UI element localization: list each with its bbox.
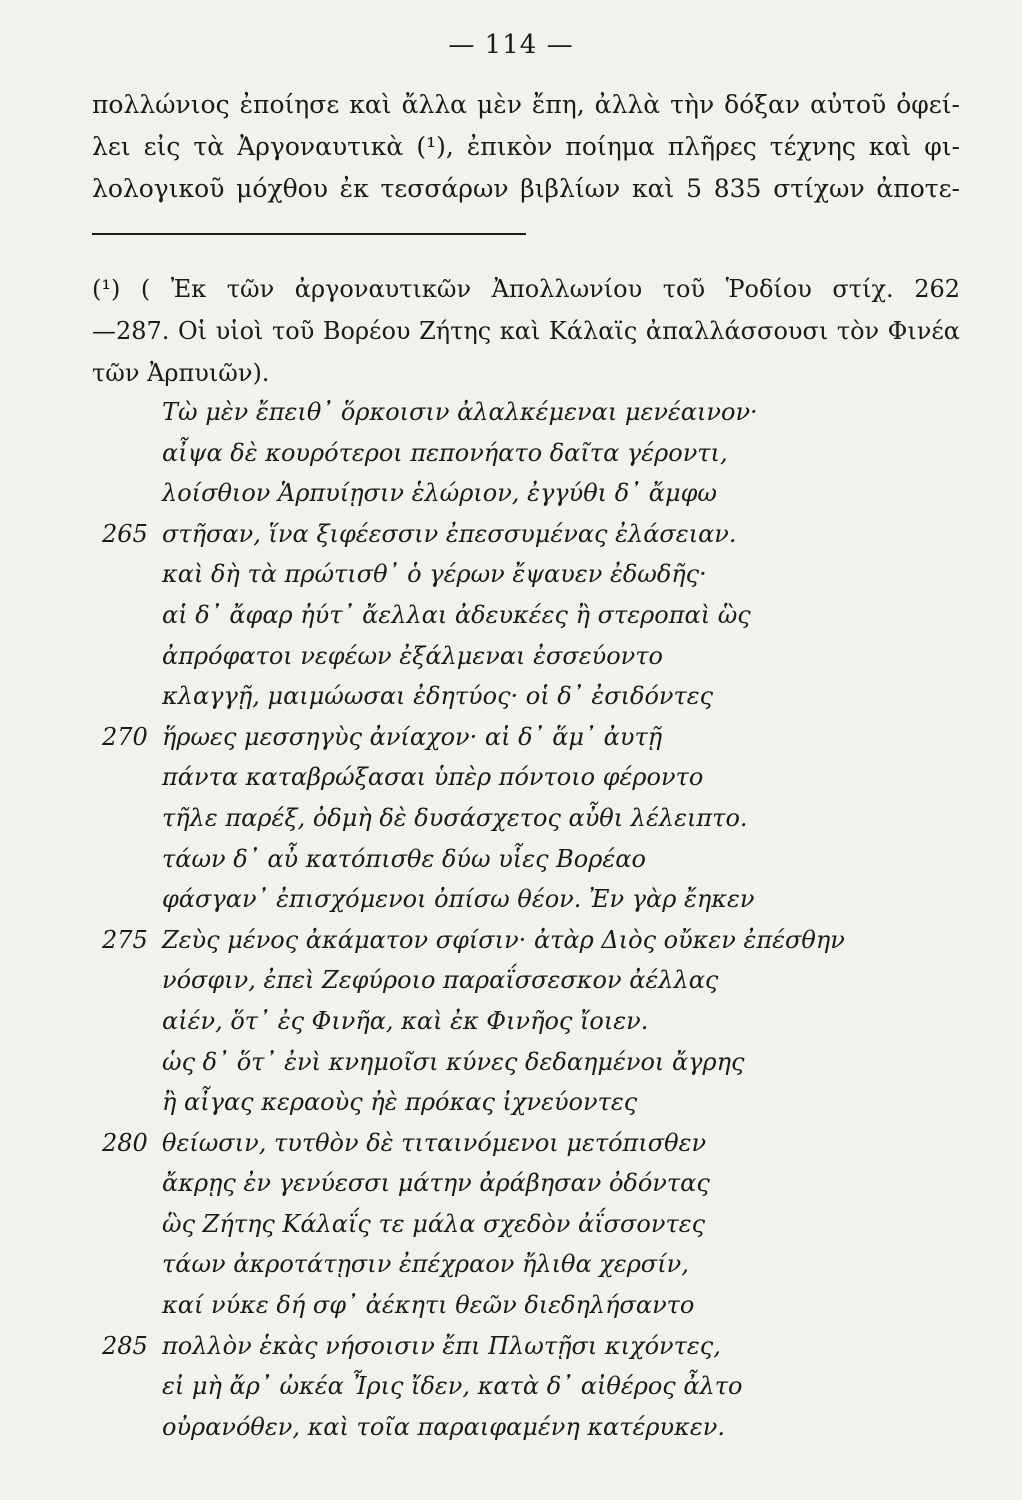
verse-line [92, 717, 992, 758]
verse-text: ἄκρῃς ἐν γενύεσσι μάτην ἀράβησαν ὀδόντας [162, 1169, 710, 1198]
verse-line [92, 554, 992, 595]
verse-line [92, 636, 992, 677]
verse-line [92, 960, 992, 1001]
verse-text: αἶψα δὲ κουρότεροι πεπονήατο δαῖτα γέροντι, [162, 438, 728, 467]
verse-number: 275 [102, 925, 148, 954]
verse-text: τῆλε παρέξ, ὀδμὴ δὲ δυσάσχετος αὖθι λέλειπτο. [162, 803, 748, 832]
verse-number: 265 [102, 519, 148, 548]
verse-text: τάων ἀκροτάτῃσιν ἐπέχραον ἤλιθα χερσίν, [162, 1250, 689, 1279]
verse-line [92, 1123, 992, 1164]
verse-line [92, 798, 992, 839]
verse-text: ὡς δ᾽ ὅτ᾽ ἐνὶ κνημοῖσι κύνες δεδαημένοι ἄγρης [162, 1047, 745, 1076]
verse-number: 285 [102, 1331, 148, 1360]
footnote-line: τῶν Ἀρπυιῶν). [92, 359, 270, 387]
verse-text: Ζεὺς μένος ἀκάματον σφίσιν· ἀτὰρ Διὸς οὔκεν ἐπέσθην [162, 925, 845, 954]
verse-line [92, 1326, 992, 1367]
verse-line [92, 757, 992, 798]
footnote-line: (¹) ( Ἐκ τῶν ἀργοναυτικῶν Ἀπολλωνίου τοῦ Ῥοδίου στίχ. 262 [92, 275, 960, 303]
verse-text: κλαγγῇ, μαιμώωσαι ἐδητύος· οἱ δ᾽ ἐσιδόντες [162, 682, 714, 711]
verse-text: νόσφιν, ἐπεὶ Ζεφύροιο παραΐσσεσκον ἀέλλας [162, 966, 719, 995]
verse-line [92, 1285, 992, 1326]
verse-line [92, 1042, 992, 1083]
verse-text: αἱ δ᾽ ἄφαρ ἠύτ᾽ ἄελλαι ἀδευκέες ἢ στεροπαὶ ὣς [162, 600, 751, 629]
verse-text: φάσγαν᾽ ἐπισχόμενοι ὀπίσω θέον. Ἐν γὰρ ἔηκεν [162, 885, 755, 914]
verse-line [92, 1204, 992, 1245]
verse-text: οὐρανόθεν, καὶ τοῖα παραιφαμένη κατέρυκεν. [162, 1412, 725, 1441]
verse-line [92, 879, 992, 920]
verse-line [92, 676, 992, 717]
footnote-divider [92, 233, 526, 235]
verse-text: λοίσθιον Ἁρπυίῃσιν ἑλώριον, ἐγγύθι δ᾽ ἄμφω [162, 479, 717, 508]
verse-text: τάων δ᾽ αὖ κατόπισθε δύω υἷες Βορέαο [162, 844, 646, 873]
verse-line [92, 839, 992, 880]
verse-line [92, 473, 992, 514]
body-paragraph [92, 84, 960, 210]
verse-text: ἀπρόφατοι νεφέων ἐξάλμεναι ἐσσεύοντο [162, 641, 663, 670]
verse-line [92, 1082, 992, 1123]
verse-line [92, 1366, 992, 1407]
verse-text: πάντα καταβρώξασαι ὑπὲρ πόντοιο φέροντο [162, 763, 704, 792]
verse-number: 270 [102, 722, 148, 751]
page-number: — 114 — [448, 30, 574, 60]
verse-text: εἰ μὴ ἄρ᾽ ὠκέα Ἶρις ἴδεν, κατὰ δ᾽ αἰθέρος ἆλτο [162, 1372, 743, 1401]
body-line: πολλώνιος ἐποίησε καὶ ἄλλα μὲν ἔπη, ἀλλὰ τὴν δόξαν αὐτοῦ ὀφεί- [92, 90, 960, 119]
body-line: λει εἰς τὰ Ἀργοναυτικὰ (¹), ἐπικὸν ποίημα πλῆρες τέχνης καὶ φι- [92, 132, 960, 161]
verse-line [92, 1244, 992, 1285]
body-line: λολογικοῦ μόχθου ἐκ τεσσάρων βιβλίων καὶ 5 835 στίχων ἀποτε- [92, 174, 960, 203]
verse-text: πολλὸν ἑκὰς νήσοισιν ἔπι Πλωτῇσι κιχόντες, [162, 1331, 721, 1360]
verse-text: ὣς Ζήτης Κάλαΐς τε μάλα σχεδὸν ἀΐσσοντες [162, 1209, 706, 1238]
verse-text: στῆσαν, ἵνα ξιφέεσσιν ἐπεσσυμένας ἐλάσειαν. [162, 519, 737, 548]
verse-line [92, 433, 992, 474]
verse-line [92, 595, 992, 636]
verse-line [92, 1001, 992, 1042]
verse-text: ἢ αἶγας κεραοὺς ἠὲ πρόκας ἰχνεύοντες [162, 1088, 638, 1117]
verse-text: καί νύκε δή σφ᾽ ἀέκητι θεῶν διεδηλήσαντο [162, 1291, 695, 1320]
verse-text: θείωσιν, τυτθὸν δὲ τιταινόμενοι μετόπισθεν [162, 1128, 707, 1157]
verse-line [92, 514, 992, 555]
verse-text: ἥρωες μεσσηγὺς ἀνίαχον· αἱ δ᾽ ἅμ᾽ ἀυτῇ [162, 722, 663, 751]
footnote-header [92, 268, 960, 394]
verse-number: 280 [102, 1128, 148, 1157]
footnote-line: —287. Οἱ υἱοὶ τοῦ Βορέου Ζήτης καὶ Κάλαϊς ἀπαλλάσσουσι τὸν Φινέα [92, 317, 960, 345]
verse-line [92, 1407, 992, 1448]
verse-text: καὶ δὴ τὰ πρώτισθ᾽ ὁ γέρων ἔψαυεν ἐδωδῆς· [162, 560, 707, 589]
verse-text: αἰέν, ὅτ᾽ ἐς Φινῆα, καὶ ἐκ Φινῆος ἴοιεν. [162, 1006, 649, 1035]
verse-text: Τὼ μὲν ἔπειθ᾽ ὅρκοισιν ἀλαλκέμεναι μενέαινον· [162, 398, 758, 426]
verse-line [92, 1163, 992, 1204]
verse-line [92, 920, 992, 961]
verse-line [92, 392, 992, 433]
verse-block [92, 392, 992, 1447]
